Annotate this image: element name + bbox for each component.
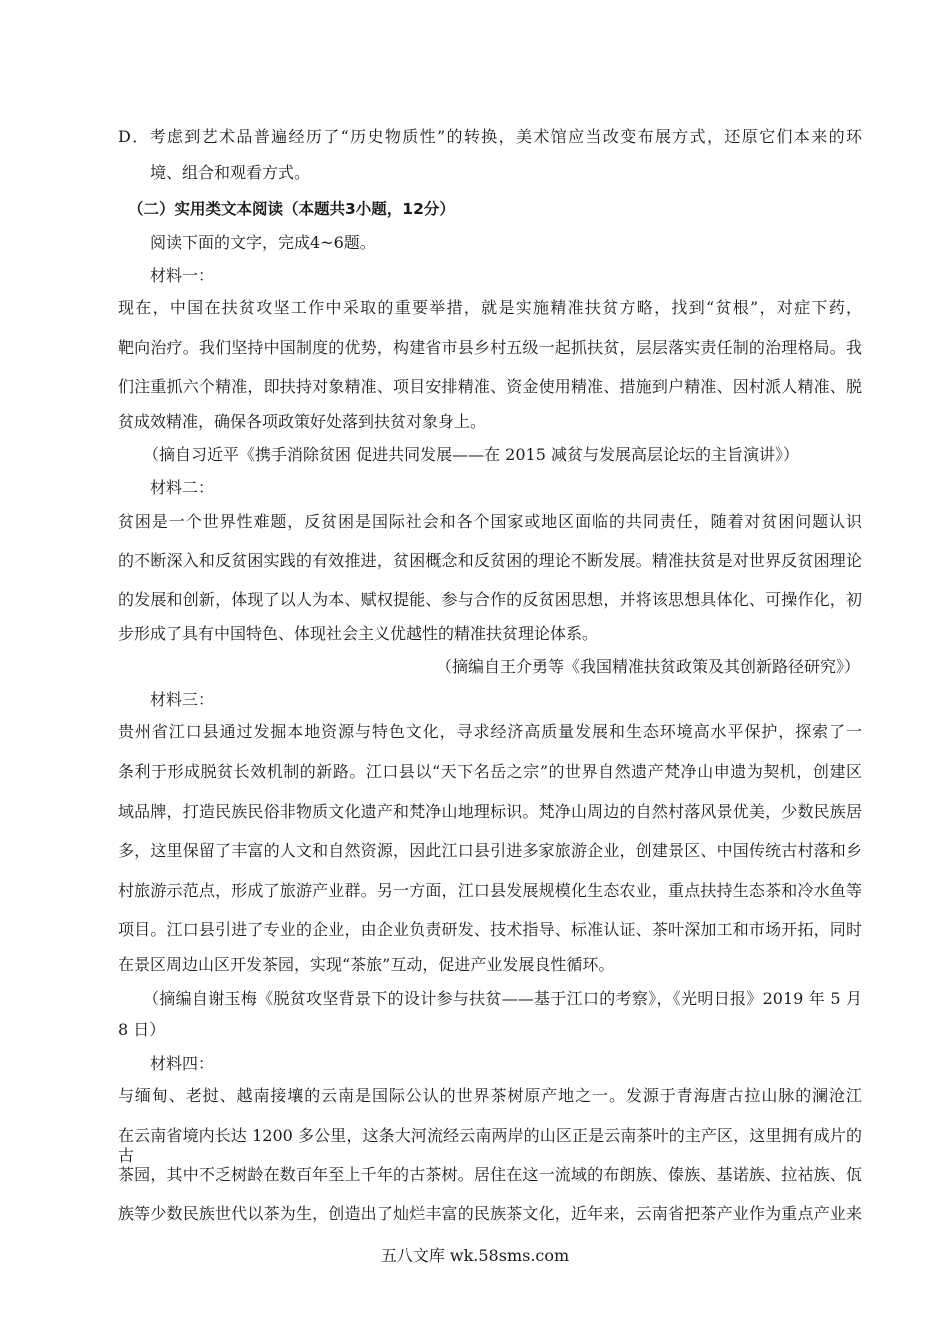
material-2-line: 步形成了具有中国特色、体现社会主义优越性的精准扶贫理论体系。 [118, 624, 599, 643]
page-footer: 五八文库 wk.58sms.com [380, 1246, 570, 1265]
material-2-line: 的发展和创新，体现了以人为本、赋权提能、参与合作的反贫困思想，并将该思想具体化、可操作化，初 [118, 590, 862, 609]
option-d-line-1: D．考虑到艺术品普遍经历了“历史物质性”的转换，美术馆应当改变布展方式，还原它们本来的环 [118, 127, 862, 146]
material-2-source: （摘编自王介勇等《我国精准扶贫政策及其创新路径研究》） [435, 657, 860, 676]
material-1-line: 靶向治疗。我们坚持中国制度的优势，构建省市县乡村五级一起抓扶贫，层层落实责任制的治理格局。我 [118, 338, 862, 357]
material-4-line: 与缅甸、老挝、越南接壤的云南是国际公认的世界茶树原产地之一。发源于青海唐古拉山脉的澜沧江 [118, 1086, 862, 1105]
material-2-line: 贫困是一个世界性难题，反贫困是国际社会和各个国家或地区面临的共同责任，随着对贫困问题认识 [118, 512, 862, 531]
material-4-line: 族等少数民族世代以茶为生，创造出了灿烂丰富的民族茶文化，近年来，云南省把茶产业作为重点产业来 [118, 1204, 862, 1223]
instruction: 阅读下面的文字，完成4~6题。 [150, 233, 376, 252]
material-3-label: 材料三： [150, 690, 215, 709]
material-4-line: 茶园，其中不乏树龄在数百年至上千年的古茶树。居住在这一流域的布朗族、傣族、基诺族、拉祜族、佤 [118, 1165, 862, 1184]
material-2-label: 材料二： [150, 478, 215, 497]
material-3-source: （摘编自谢玉梅《脱贫攻坚背景下的设计参与扶贫——基于江口的考察》，《光明日报》2019 年 5 月 [143, 989, 862, 1008]
material-3-line: 条利于形成脱贫长效机制的新路。江口县以“天下名岳之宗”的世界自然遗产梵净山申遗为契机，创建区 [118, 762, 862, 781]
material-3-line: 项目。江口县引进了专业的企业，由企业负责研发、技术指导、标准认证、茶叶深加工和市场开拓，同时 [118, 920, 862, 939]
section-heading: （二）实用类文本阅读（本题共3小题，12分） [128, 200, 455, 218]
material-3-line: 村旅游示范点，形成了旅游产业群。另一方面，江口县发展规模化生态农业，重点扶持生态茶和冷水鱼等 [118, 881, 862, 900]
material-2-line: 的不断深入和反贫困实践的有效推进，贫困概念和反贫困的理论不断发展。精准扶贫是对世界反贫困理论 [118, 551, 862, 570]
material-4-line: 在云南省境内长达 1200 多公里，这条大河流经云南两岸的山区正是云南茶叶的主产区，这里拥有成片的古 [118, 1126, 862, 1165]
material-3-source-continued: 8 日） [118, 1020, 166, 1039]
material-1-line: 现在，中国在扶贫攻坚工作中采取的重要举措，就是实施精准扶贫方略，找到“贫根”，对症下药， [118, 298, 862, 317]
material-1-line: 贫成效精准，确保各项政策好处落到扶贫对象身上。 [118, 412, 487, 431]
material-3-line: 贵州省江口县通过发掘本地资源与特色文化，寻求经济高质量发展和生态环境高水平保护，探索了一 [118, 722, 862, 741]
option-d-line-2: 境、组合和观看方式。 [150, 163, 311, 182]
material-4-label: 材料四： [150, 1054, 215, 1073]
material-3-line: 在景区周边山区开发茶园，实现“茶旅”互动，促进产业发展良性循环。 [118, 955, 615, 974]
material-3-line: 多，这里保留了丰富的人文和自然资源，因此江口县引进多家旅游企业，创建景区、中国传统古村落和乡 [118, 841, 862, 860]
material-1-label: 材料一： [150, 266, 215, 285]
material-1-line: 们注重抓六个精准，即扶持对象精准、项目安排精准、资金使用精准、措施到户精准、因村派人精准、脱 [118, 377, 862, 396]
material-3-line: 域品牌，打造民族民俗非物质文化遗产和梵净山地理标识。梵净山周边的自然村落风景优美，少数民族居 [118, 802, 862, 821]
material-1-source: （摘自习近平《携手消除贫困 促进共同发展——在 2015 减贫与发展高层论坛的主旨演讲》） [143, 445, 799, 464]
